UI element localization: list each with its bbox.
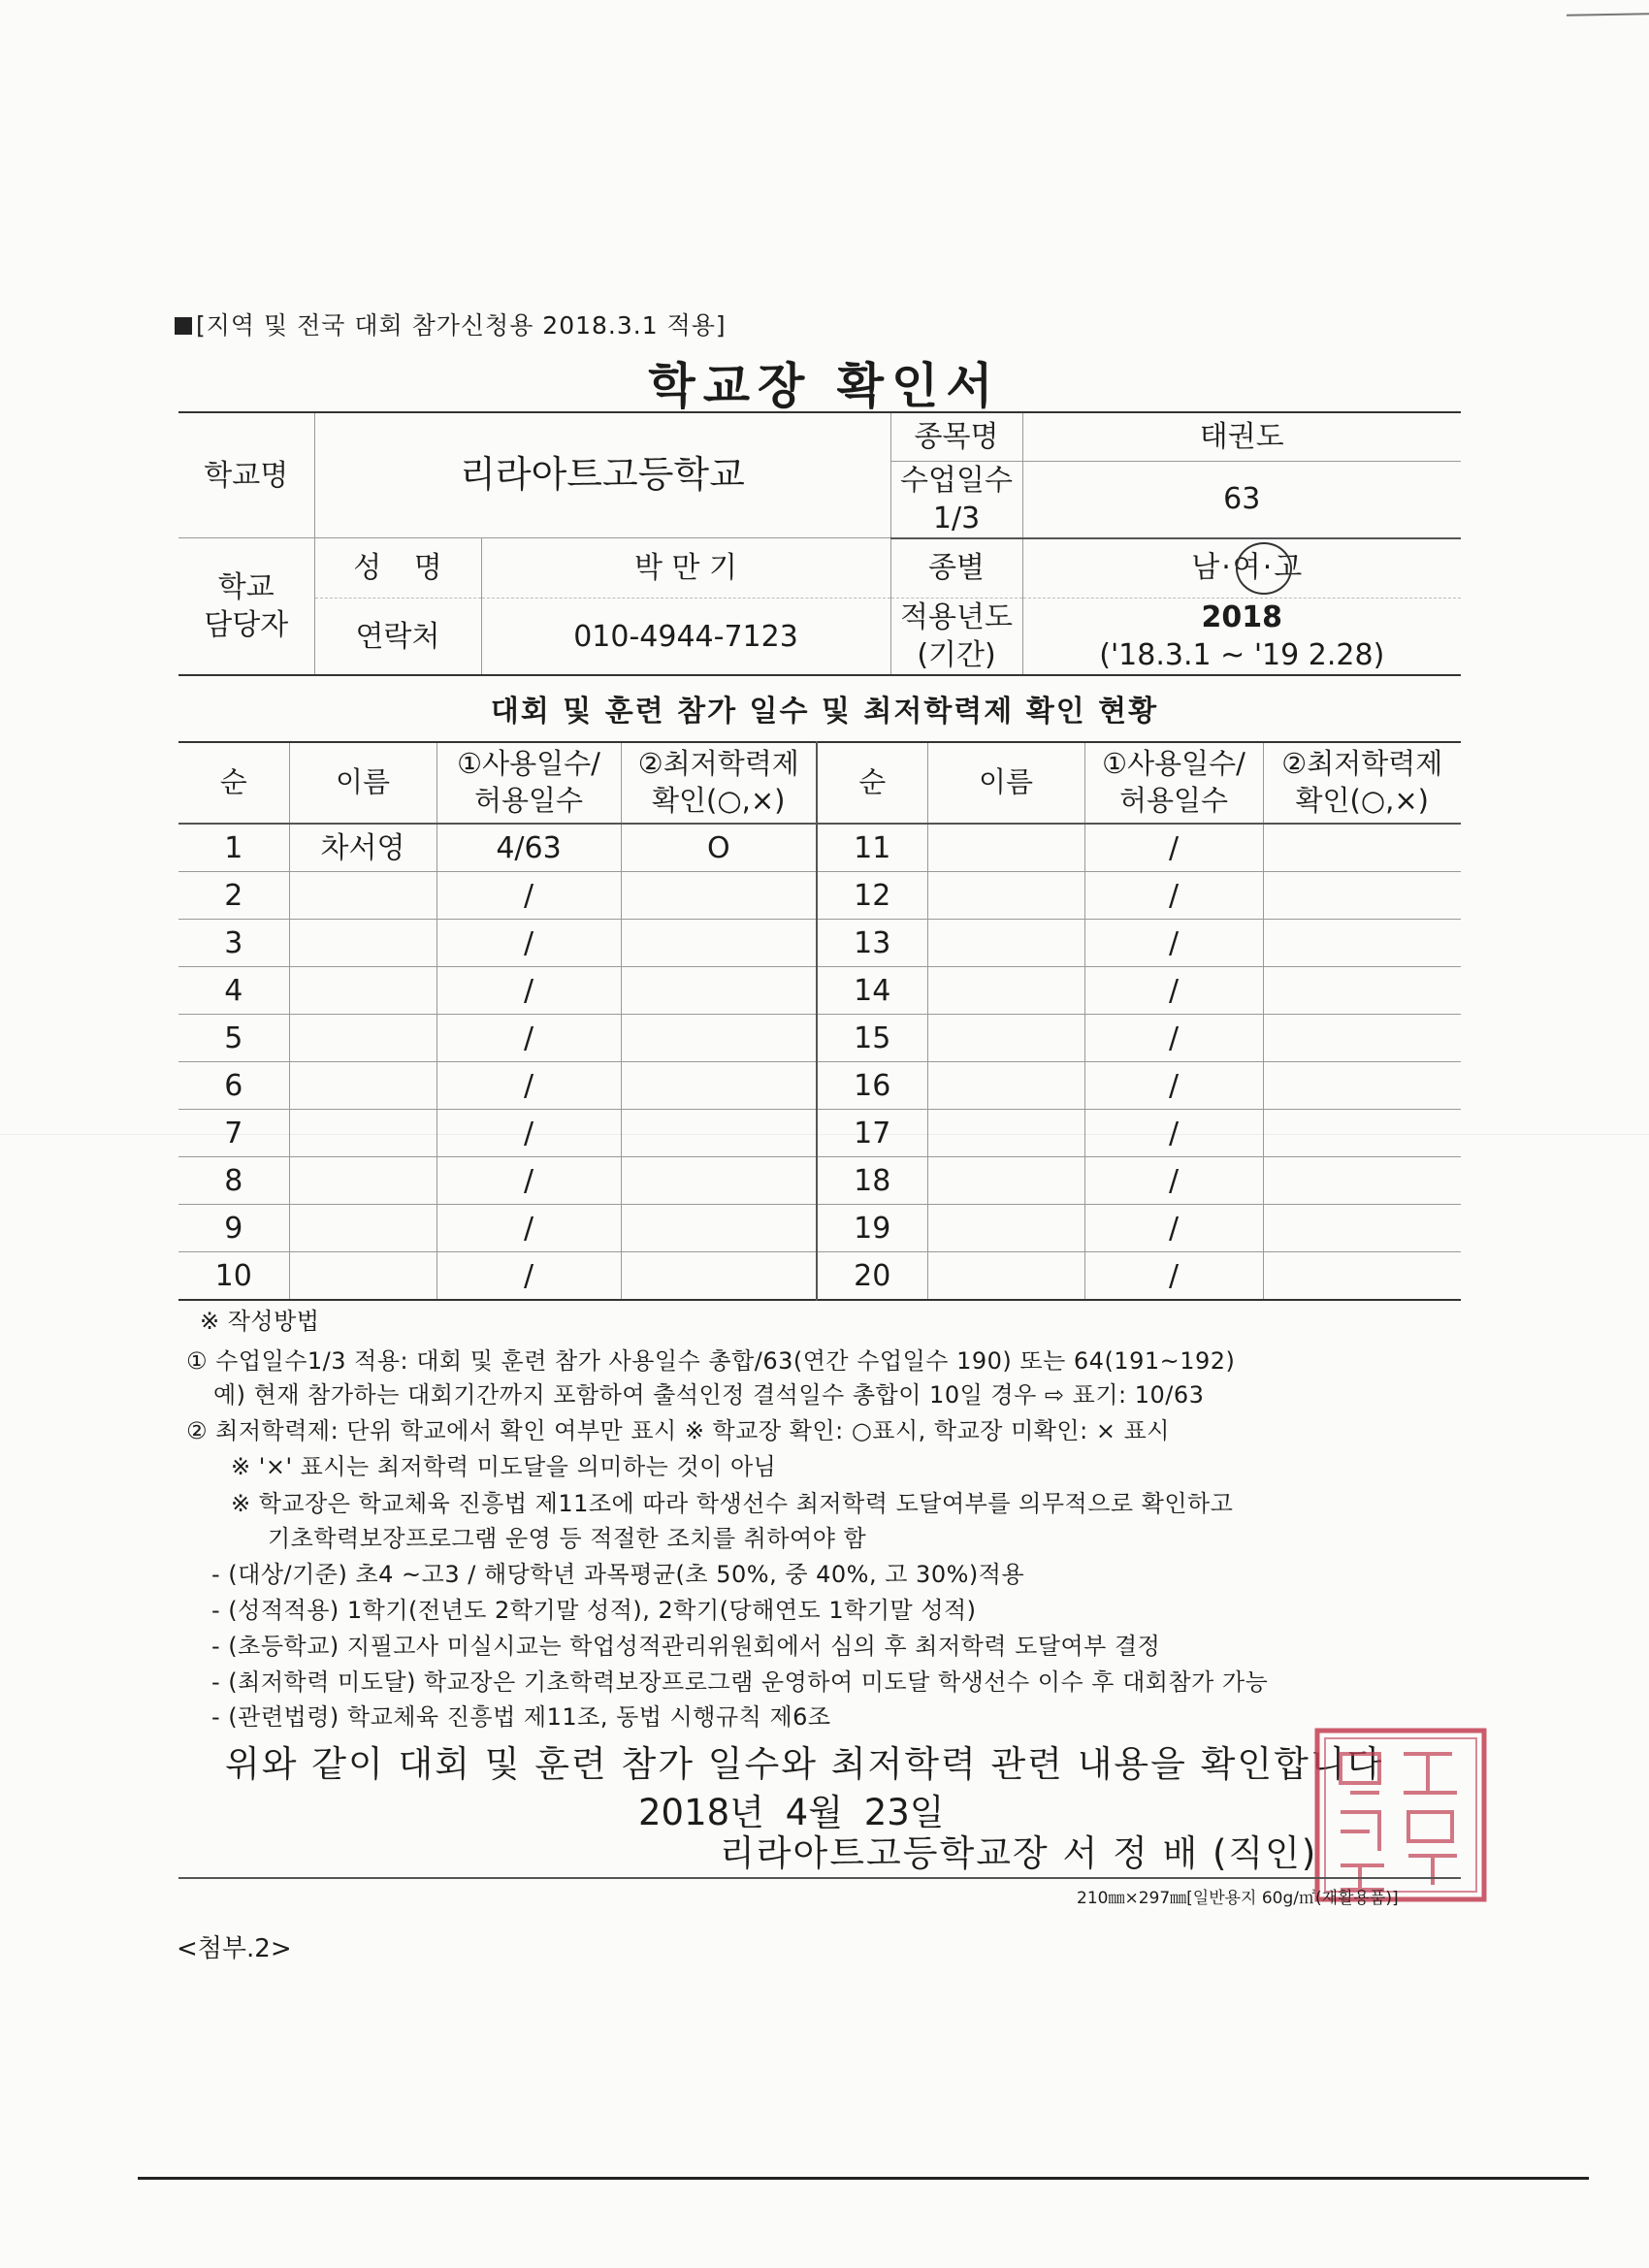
row-name-right bbox=[927, 1110, 1084, 1157]
row-no-left: 8 bbox=[178, 1157, 289, 1205]
paper-spec: 210㎜×297㎜[일반용지 60g/㎡(재활용품)] bbox=[1077, 1889, 1399, 1908]
table-row bbox=[178, 1062, 1461, 1110]
row-days-left: / bbox=[436, 1015, 621, 1062]
table-row bbox=[178, 967, 1461, 1015]
manager-label-1: 학교 bbox=[217, 570, 275, 604]
row-min-left bbox=[621, 1252, 817, 1301]
row-name-left bbox=[289, 1252, 436, 1301]
row-no-right: 20 bbox=[817, 1252, 927, 1301]
note-item: - (대상/기준) 초4 ~고3 / 해당학년 과목평균(초 50%, 중 40%, 고 30%)적용 bbox=[211, 1561, 1025, 1588]
col-min-right bbox=[1263, 742, 1461, 824]
row-no-left: 7 bbox=[178, 1110, 289, 1157]
row-no-left: 5 bbox=[178, 1015, 289, 1062]
class-days-label-1: 수업일수 bbox=[900, 463, 1013, 498]
year-value-text: 2018 bbox=[1201, 600, 1283, 634]
row-days-left: 4/63 bbox=[436, 824, 621, 872]
row-days-right: / bbox=[1084, 1252, 1263, 1301]
col-min-right-1: ②최저학력제 bbox=[1281, 747, 1443, 781]
row-days-right: / bbox=[1084, 824, 1263, 872]
school-label: 학교명 bbox=[178, 412, 314, 538]
row-days-right: / bbox=[1084, 1062, 1263, 1110]
year-label-1: 적용년도 bbox=[900, 600, 1013, 634]
row-name-right bbox=[927, 1252, 1084, 1301]
confirm-signature: 리라아트고등학교장 서 정 배 (직인) bbox=[720, 1832, 1318, 1874]
note-item: - (초등학교) 지필고사 미실시교는 학업성적관리위원회에서 심의 후 최저학력 도달여부 결정 bbox=[211, 1633, 1161, 1660]
col-min-right-2: 확인(○,×) bbox=[1295, 784, 1429, 817]
row-name-left bbox=[289, 1062, 436, 1110]
row-no-right: 13 bbox=[817, 920, 927, 967]
col-no-right: 순 bbox=[817, 742, 927, 824]
row-no-right: 16 bbox=[817, 1062, 927, 1110]
divider bbox=[138, 2177, 1589, 2180]
note-item: ① 수업일수1/3 적용: 대회 및 훈련 참가 사용일수 총합/63(연간 수업일수 190) 또는 64(191~192) bbox=[186, 1347, 1236, 1375]
row-no-left: 1 bbox=[178, 824, 289, 872]
row-min-right bbox=[1263, 1157, 1461, 1205]
col-days-right-1: ①사용일수/ bbox=[1102, 747, 1245, 781]
row-name-left bbox=[289, 967, 436, 1015]
contact-label: 연락처 bbox=[314, 599, 481, 676]
gender-label: 종별 bbox=[890, 538, 1022, 599]
row-name-right bbox=[927, 1157, 1084, 1205]
row-days-left: / bbox=[436, 1205, 621, 1252]
name-label: 성 명 bbox=[314, 538, 481, 599]
note-item: 기초학력보장프로그램 운영 등 적절한 조치를 취하여야 함 bbox=[268, 1525, 867, 1552]
row-min-right bbox=[1263, 872, 1461, 920]
col-days-left bbox=[436, 742, 621, 824]
year-value bbox=[1022, 599, 1461, 676]
table-row bbox=[178, 872, 1461, 920]
col-name-right: 이름 bbox=[927, 742, 1084, 824]
year-period: ('18.3.1 ~ '19 2.28) bbox=[1099, 638, 1385, 672]
row-no-right: 15 bbox=[817, 1015, 927, 1062]
col-days-right bbox=[1084, 742, 1263, 824]
row-days-right: / bbox=[1084, 920, 1263, 967]
row-no-left: 9 bbox=[178, 1205, 289, 1252]
col-days-right-2: 허용일수 bbox=[1118, 784, 1229, 817]
row-days-left: / bbox=[436, 872, 621, 920]
contact-value: 010-4944-7123 bbox=[481, 599, 890, 676]
row-min-right bbox=[1263, 1110, 1461, 1157]
row-name-right bbox=[927, 1015, 1084, 1062]
divider bbox=[178, 1877, 1461, 1879]
class-days-label bbox=[890, 461, 1022, 538]
row-min-left bbox=[621, 1110, 817, 1157]
row-min-right bbox=[1263, 824, 1461, 872]
row-days-left: / bbox=[436, 1157, 621, 1205]
row-days-left: / bbox=[436, 1252, 621, 1301]
row-min-right bbox=[1263, 1252, 1461, 1301]
row-no-left: 10 bbox=[178, 1252, 289, 1301]
row-no-right: 14 bbox=[817, 967, 927, 1015]
header-note bbox=[175, 307, 727, 341]
row-min-left bbox=[621, 1015, 817, 1062]
row-name-left bbox=[289, 1110, 436, 1157]
row-min-right bbox=[1263, 920, 1461, 967]
row-min-right bbox=[1263, 1015, 1461, 1062]
scan-edge-line bbox=[1567, 13, 1649, 16]
row-days-left: / bbox=[436, 967, 621, 1015]
row-name-left: 차서영 bbox=[289, 824, 436, 872]
handwritten-circle-mark bbox=[1236, 542, 1292, 595]
col-min-left-1: ②최저학력제 bbox=[637, 747, 799, 781]
row-min-left bbox=[621, 920, 817, 967]
note-item: - (최저학력 미도달) 학교장은 기초학력보장프로그램 운영하여 미도달 학생선수 이수 후 대회참가 가능 bbox=[211, 1669, 1269, 1696]
row-name-right bbox=[927, 1205, 1084, 1252]
page-title: 학교장 확인서 bbox=[648, 358, 1001, 414]
year-label-2: (기간) bbox=[917, 638, 996, 672]
info-table bbox=[178, 411, 1461, 676]
row-no-right: 11 bbox=[817, 824, 927, 872]
table-row bbox=[178, 824, 1461, 872]
participation-table bbox=[178, 741, 1461, 1301]
year-label bbox=[890, 599, 1022, 676]
row-name-right bbox=[927, 872, 1084, 920]
col-name-left: 이름 bbox=[289, 742, 436, 824]
row-name-left bbox=[289, 872, 436, 920]
row-days-right: / bbox=[1084, 872, 1263, 920]
row-no-right: 17 bbox=[817, 1110, 927, 1157]
row-no-right: 12 bbox=[817, 872, 927, 920]
col-days-left-2: 허용일수 bbox=[473, 784, 584, 817]
note-item: ② 최저학력제: 단위 학교에서 확인 여부만 표시 ※ 학교장 확인: ○표시, 학교장 미확인: × 표시 bbox=[186, 1417, 1170, 1444]
row-days-right: / bbox=[1084, 1110, 1263, 1157]
table-row bbox=[178, 1252, 1461, 1301]
class-days-label-2: 1/3 bbox=[932, 501, 981, 535]
row-min-left bbox=[621, 1062, 817, 1110]
note-item: 예) 현재 참가하는 대회기간까지 포함하여 출석인정 결석일수 총합이 10일 경우 ⇨ 표기: 10/63 bbox=[213, 1381, 1205, 1409]
row-no-right: 19 bbox=[817, 1205, 927, 1252]
col-min-left-2: 확인(○,×) bbox=[652, 784, 786, 817]
row-days-right: / bbox=[1084, 1015, 1263, 1062]
row-min-left bbox=[621, 1157, 817, 1205]
note-item: ※ '×' 표시는 최저학력 미도달을 의미하는 것이 아님 bbox=[231, 1453, 777, 1480]
attachment-label: <첨부.2> bbox=[177, 1934, 292, 1963]
row-name-left bbox=[289, 920, 436, 967]
note-item: - (성적적용) 1학기(전년도 2학기말 성적), 2학기(당해연도 1학기말 성적) bbox=[211, 1597, 977, 1624]
event-label: 종목명 bbox=[890, 412, 1022, 461]
col-min-left bbox=[621, 742, 817, 824]
event-value: 태권도 bbox=[1022, 412, 1461, 461]
col-no-left: 순 bbox=[178, 742, 289, 824]
row-min-left: O bbox=[621, 824, 817, 872]
confirm-text: 위와 같이 대회 및 훈련 참가 일수와 최저학력 관련 내용을 확인합니다 bbox=[225, 1743, 1384, 1785]
note-item: - (관련법령) 학교체육 진흥법 제11조, 동법 시행규칙 제6조 bbox=[211, 1703, 831, 1731]
row-name-right bbox=[927, 824, 1084, 872]
row-min-left bbox=[621, 1205, 817, 1252]
row-min-right bbox=[1263, 1205, 1461, 1252]
table-row bbox=[178, 1015, 1461, 1062]
gender-value bbox=[1022, 538, 1461, 599]
row-min-left bbox=[621, 872, 817, 920]
row-no-left: 3 bbox=[178, 920, 289, 967]
row-name-right bbox=[927, 920, 1084, 967]
manager-label bbox=[178, 538, 314, 676]
col-days-left-1: ①사용일수/ bbox=[457, 747, 600, 781]
note-item: ※ 학교장은 학교체육 진흥법 제11조에 따라 학생선수 최저학력 도달여부를 의무적으로 확인하고 bbox=[231, 1490, 1234, 1517]
row-no-left: 6 bbox=[178, 1062, 289, 1110]
row-min-left bbox=[621, 967, 817, 1015]
row-name-left bbox=[289, 1205, 436, 1252]
header-note-text: [지역 및 전국 대회 참가신청용 2018.3.1 적용] bbox=[196, 311, 727, 340]
row-days-right: / bbox=[1084, 1205, 1263, 1252]
row-days-left: / bbox=[436, 1110, 621, 1157]
gender-value-text: 남·여·고 bbox=[1191, 550, 1305, 585]
row-days-right: / bbox=[1084, 1157, 1263, 1205]
row-no-left: 4 bbox=[178, 967, 289, 1015]
row-days-right: / bbox=[1084, 967, 1263, 1015]
square-bullet-icon bbox=[175, 317, 192, 335]
row-min-right bbox=[1263, 967, 1461, 1015]
note-heading: ※ 작성방법 bbox=[200, 1308, 320, 1335]
table-row bbox=[178, 1205, 1461, 1252]
row-name-right bbox=[927, 1062, 1084, 1110]
row-name-right bbox=[927, 967, 1084, 1015]
row-no-right: 18 bbox=[817, 1157, 927, 1205]
section-title: 대회 및 훈련 참가 일수 및 최저학력제 확인 현황 bbox=[490, 695, 1159, 729]
table-row bbox=[178, 920, 1461, 967]
row-name-left bbox=[289, 1157, 436, 1205]
name-value: 박 만 기 bbox=[481, 538, 890, 599]
table-row bbox=[178, 1110, 1461, 1157]
row-name-left bbox=[289, 1015, 436, 1062]
row-no-left: 2 bbox=[178, 872, 289, 920]
class-days-value: 63 bbox=[1022, 461, 1461, 538]
row-days-left: / bbox=[436, 1062, 621, 1110]
row-min-right bbox=[1263, 1062, 1461, 1110]
confirm-date: 2018년 4월 23일 bbox=[638, 1792, 945, 1833]
table-row bbox=[178, 1157, 1461, 1205]
row-days-left: / bbox=[436, 920, 621, 967]
manager-label-2: 담당자 bbox=[204, 608, 289, 642]
school-name: 리라아트고등학교 bbox=[314, 412, 890, 538]
